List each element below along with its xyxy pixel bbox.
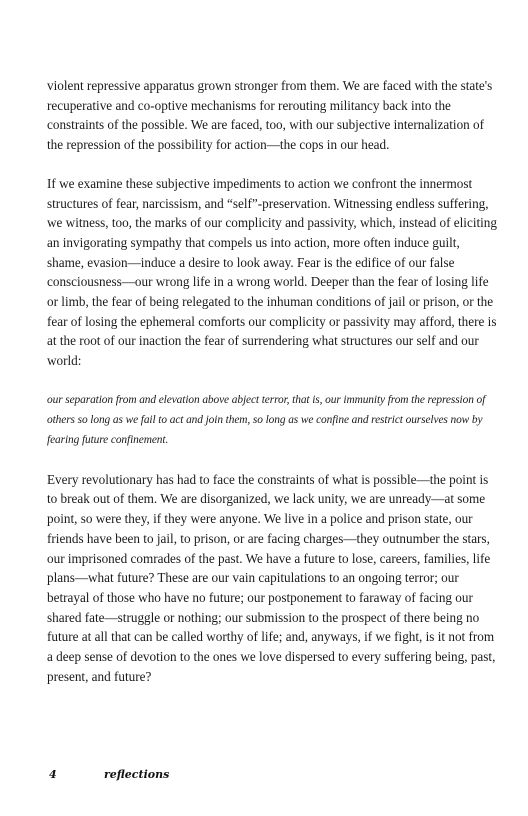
body-paragraph-1: violent repressive apparatus grown stronger from them. We are faced with the state's recuperative and co-optive mechanisms for rerouting militancy back into the constraints of the possible. We are faced, too, with our subjective internalization of the repression of the possibility for action—the cops in our head.	[47, 78, 493, 153]
page-number: 4	[49, 768, 57, 781]
page-body	[47, 76, 499, 705]
italic-quote: our separation from and elevation above abject terror, that is, our immunity from the repression of others so long as we fail to act and join them, so long as we confine and restrict ourselves now by fearing future confinement.	[47, 393, 486, 447]
running-section-title: reflections	[104, 768, 170, 781]
body-paragraph-3: Every revolutionary has had to face the constraints of what is possible—the point is to break out of them. We are disorganized, we lack unity, we are unready—at some point, so were they, if they were anyone. We live in a police and prison state, our friends have been to jail, to prison, or are facing charges—they outnumber the stars, our imprisoned comrades of the past. We have a future to lose, careers, families, life plans—what future? These are our vain capitulations to an ongoing terror; our betrayal of those who have no future; our postponement to faraway of facing our shared fate—struggle or nothing; our submission to the prospect of there being no future at all that can be called worthy of life; and, anyways, if we fight, is it not from a deep sense of devotion to the ones we love dispersed to every suffering being, past, present, and future?	[47, 471, 496, 684]
body-paragraph-2: If we examine these subjective impediments to action we confront the innermost structures of fear, narcissism, and “self”-preservation. Witnessing endless suffering, we witness, too, the marks of our complicity and passivity, which, instead of eliciting an invigorating sympathy that compels us into action, more often induce guilt, shame, evasion—induce a desire to look away. Fear is the edifice of our false consciousness—our wrong life in a wrong world. Deeper than the fear of losing life or limb, the fear of being relegated to the inhuman conditions of jail or prison, or the fear of losing the ephemeral comforts our complicity or passivity may afford, there is at the root of our inaction the fear of surrendering what structures our self and our world:	[47, 175, 497, 369]
page-footer	[49, 768, 349, 784]
